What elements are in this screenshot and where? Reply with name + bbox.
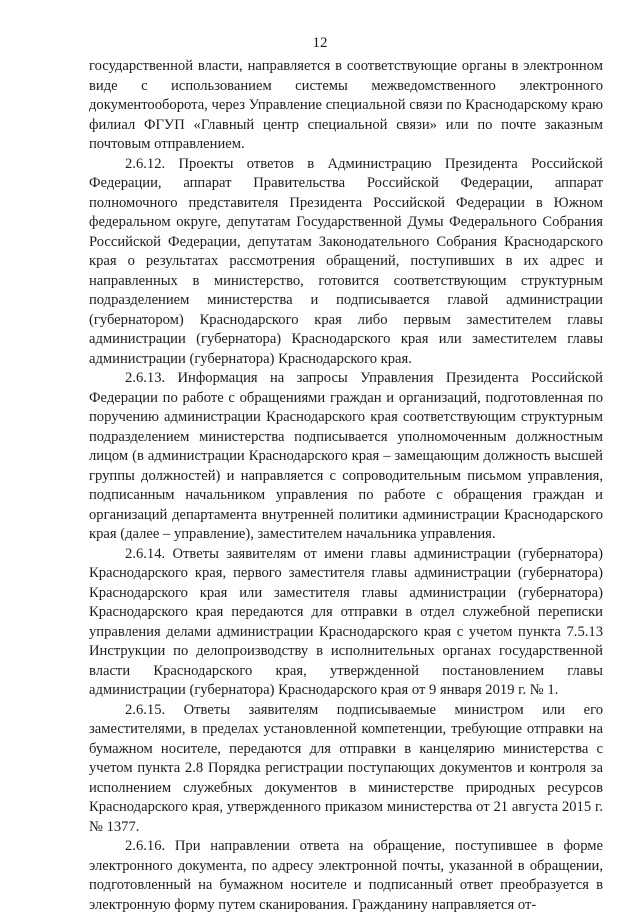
paragraph-continuation: государственной власти, направляется в соответствующие органы в электронном виде с использованием системы межведомственного электронного документооборота, через Управление специальной связи по Краснодарскому краю филиал ФГУП «Главный центр специальной связи» или по почте заказным почтовым отправлением. <box>89 58 603 152</box>
paragraph-2-6-15: 2.6.15. Ответы заявителям подписываемые министром или его заместителями, в пределах установленной компетенции, требующие отправки на бумажном носителе, передаются для отправки в канцелярию министерства с учетом пункта 2.8 Порядка регистрации поступающих документов и контроля за исполнением служебных документов в министерстве природных ресурсов Краснодарского края, утвержденного приказом министерства от 21 августа 2015 г. № 1377. <box>89 701 603 835</box>
document-body <box>89 57 603 915</box>
paragraph-2-6-14: 2.6.14. Ответы заявителям от имени главы администрации (губернатора) Краснодарского края, первого заместителя главы администрации (губернатора) Краснодарского края или заместителя главы администрации (губернатора) Краснодарского края передаются для отправки в отдел служебной переписки управления делами администрации Краснодарского края с учетом пункта 7.5.13 Инструкции по делопроизводству в исполнительных органах государственной власти Краснодарского края, утвержденной постановлением главы администрации (губернатора) Краснодарского края от 9 января 2019 г. № 1. <box>89 545 603 698</box>
paragraph-2-6-13: 2.6.13. Информация на запросы Управления Президента Российской Федерации по работе с обращениями граждан и организаций, подготовленная по поручению администрации Краснодарского края соответствующим структурным подразделением министерства подписывается уполномоченным должностным лицом (в администрации Краснодарского края – замещающим должность высшей группы должностей) и направляется с сопроводительным письмом управления, подписанным начальником управления по работе с обращения граждан и организаций департамента внутренней политики администрации Краснодарского края (далее – управление), заместителем начальника управления. <box>89 370 603 542</box>
paragraph-2-6-16: 2.6.16. При направлении ответа на обращение, поступившее в форме электронного документа, по адресу электронной почты, указанной в обращении, подготовленный на бумажном носителе и подписанный ответ преобразуется в электронную форму путем сканирования. Гражданину направляется от- <box>89 838 603 913</box>
paragraph-2-6-12: 2.6.12. Проекты ответов в Администрацию Президента Российской Федерации, аппарат Правительства Российской Федерации, аппарат полномочного представителя Президента Российской Федерации в Южном федеральном округе, депутатам Государственной Думы Федерального Собрания Российской Федерации, депутатам Законодательного Собрания Краснодарского края о результатах рассмотрения обращений, поступивших в их адрес и направленных в министерство, готовится соответствующим структурным подразделением министерства и подписывается главой администрации (губернатором) Краснодарского края либо первым заместителем главы администрации (губернатора) Краснодарского края или заместителем главы администрации (губернатора) Краснодарского края. <box>89 155 603 367</box>
page-number: 12 <box>312 35 328 51</box>
